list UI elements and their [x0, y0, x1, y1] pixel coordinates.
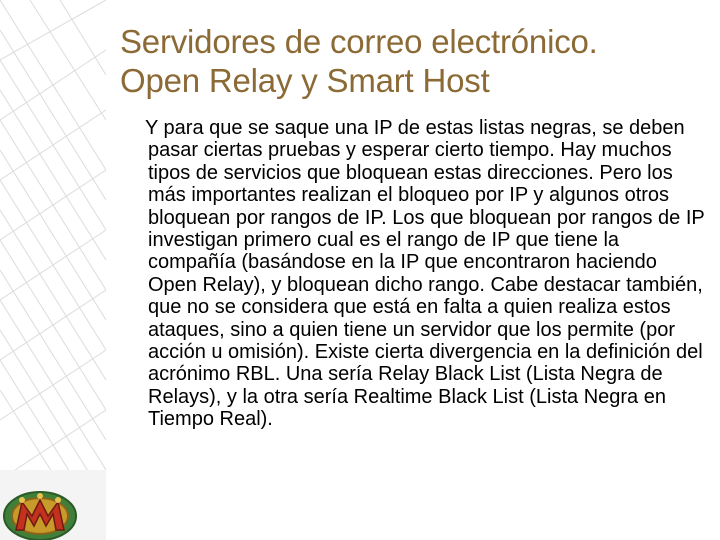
- m-crest-logo-icon: [0, 480, 84, 540]
- m-crest-logo-svg: [0, 480, 84, 540]
- title-line-2: Open Relay y Smart Host: [120, 62, 490, 99]
- decorative-line-pattern-svg: [0, 0, 106, 540]
- decorative-line-pattern: [0, 0, 106, 540]
- slide-title: [120, 22, 710, 100]
- title-line-1: Servidores de correo electrónico.: [120, 23, 598, 60]
- body-paragraph: Y para que se saque una IP de estas listas negras, se deben pasar ciertas pruebas y esperar cierto tiempo. Hay muchos tipos de servicios que bloquean estas direcciones. Pero los más importantes realizan el bloqueo por IP y algunos otros bloquean por rangos de IP. Los que bloquean por rangos de IP investigan primero cual es el rango de IP que tiene la compañía (basándose en la IP que encontraron haciendo Open Relay), y bloquean dicho rango. Cabe destacar también, que no se considera que está en falta a quien realiza estos ataques, sino a quien tiene un servidor que los permite (por acción u omisión). Existe cierta divergencia en la definición del acrónimo RBL. Una sería Relay Black List (Lista Negra de Relays), y la otra sería Realtime Black List (Lista Negra en Tiempo Real).: [145, 117, 705, 431]
